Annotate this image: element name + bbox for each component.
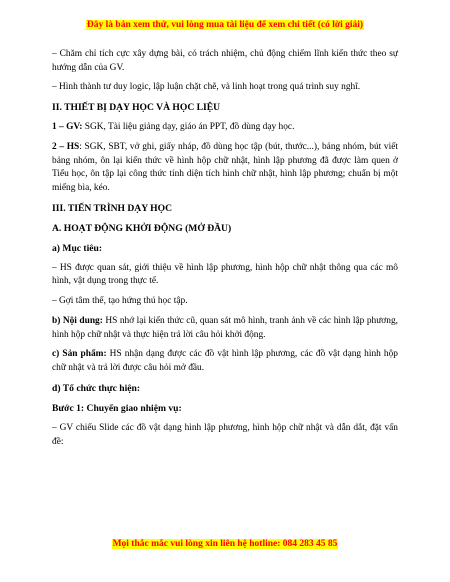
paragraph-objective-1: – HS được quan sát, giới thiệu về hình lập phương, hình hộp chữ nhật thông qua các mô hình, vật dụng trong thực tế. xyxy=(52,262,398,287)
content-label: b) Nội dung: xyxy=(52,315,103,326)
teacher-text: SGK, Tài liệu giảng dạy, giáo án PPT, đồ dùng dạy học. xyxy=(82,122,295,133)
preview-notice-banner xyxy=(0,20,450,30)
content-text: HS nhớ lại kiến thức cũ, quan sát mô hình, tranh ảnh về các hình lập phương, hình hộp chữ nhật và thực hiện trả lời câu hỏi khởi động. xyxy=(52,315,398,340)
hotline-banner xyxy=(0,539,450,549)
teacher-label: 1 – GV: xyxy=(52,122,83,133)
student-text: : SGK, SBT, vở ghi, giấy nháp, đồ dùng học tập (bút, thước...), bảng nhóm, bút viết bảng nhóm, ôn lại kiến thức về hình hộp chữ nhật, hình lập phương đã được làm quen ở Tiểu học, ôn tập lại công thức tính diện tích hình chữ nhật, hình lập phương; chuẩn bị một miếng bìa, kéo. xyxy=(52,141,398,194)
product-text: HS nhận dạng được các đồ vật hình lập phương, các đồ vật dạng hình hộp chữ nhật và trả lời được câu hỏi mở đầu. xyxy=(52,349,398,374)
student-label: 2 – HS xyxy=(52,141,80,152)
paragraph-thinking: – Hình thành tư duy logic, lập luận chặt chẽ, và linh hoạt trong quá trình suy nghĩ. xyxy=(52,82,361,93)
heading-organization: d) Tổ chức thực hiện: xyxy=(52,382,141,394)
paragraph-content xyxy=(52,315,398,342)
heading-process: III. TIẾN TRÌNH DẠY HỌC xyxy=(52,202,173,214)
paragraph-teacher-materials xyxy=(52,121,398,135)
heading-warmup-activity: A. HOẠT ĐỘNG KHỞI ĐỘNG (MỞ ĐẦU) xyxy=(52,222,232,234)
heading-objectives: a) Mục tiêu: xyxy=(52,242,103,254)
hotline-text: Mọi thắc mắc vui lòng xin liên hệ hotline: 084 283 45 85 xyxy=(112,539,338,549)
paragraph-product xyxy=(52,348,398,375)
paragraph-objective-2: – Gợi tâm thế, tạo hứng thú học tập. xyxy=(52,296,188,307)
heading-equipment: II. THIẾT BỊ DẠY HỌC VÀ HỌC LIỆU xyxy=(52,102,221,114)
preview-notice-text: Đây là bản xem thử, vui lòng mua tài liệu để xem chi tiết (có lời giải) xyxy=(86,20,364,30)
paragraph-attitude: – Chăm chỉ tích cực xây dựng bài, có trách nhiệm, chủ động chiếm lĩnh kiến thức theo sự hướng dẫn của GV. xyxy=(52,49,398,73)
heading-step-1: Bước 1: Chuyển giao nhiệm vụ: xyxy=(52,402,182,414)
product-label: c) Sản phẩm: xyxy=(52,349,107,360)
paragraph-step-1: – GV chiếu Slide các đồ vật dạng hình lập phương, hình hộp chữ nhật và dẫn dắt, đặt vấn đề: xyxy=(52,422,398,447)
document-body xyxy=(52,48,398,455)
paragraph-student-materials xyxy=(52,141,398,196)
